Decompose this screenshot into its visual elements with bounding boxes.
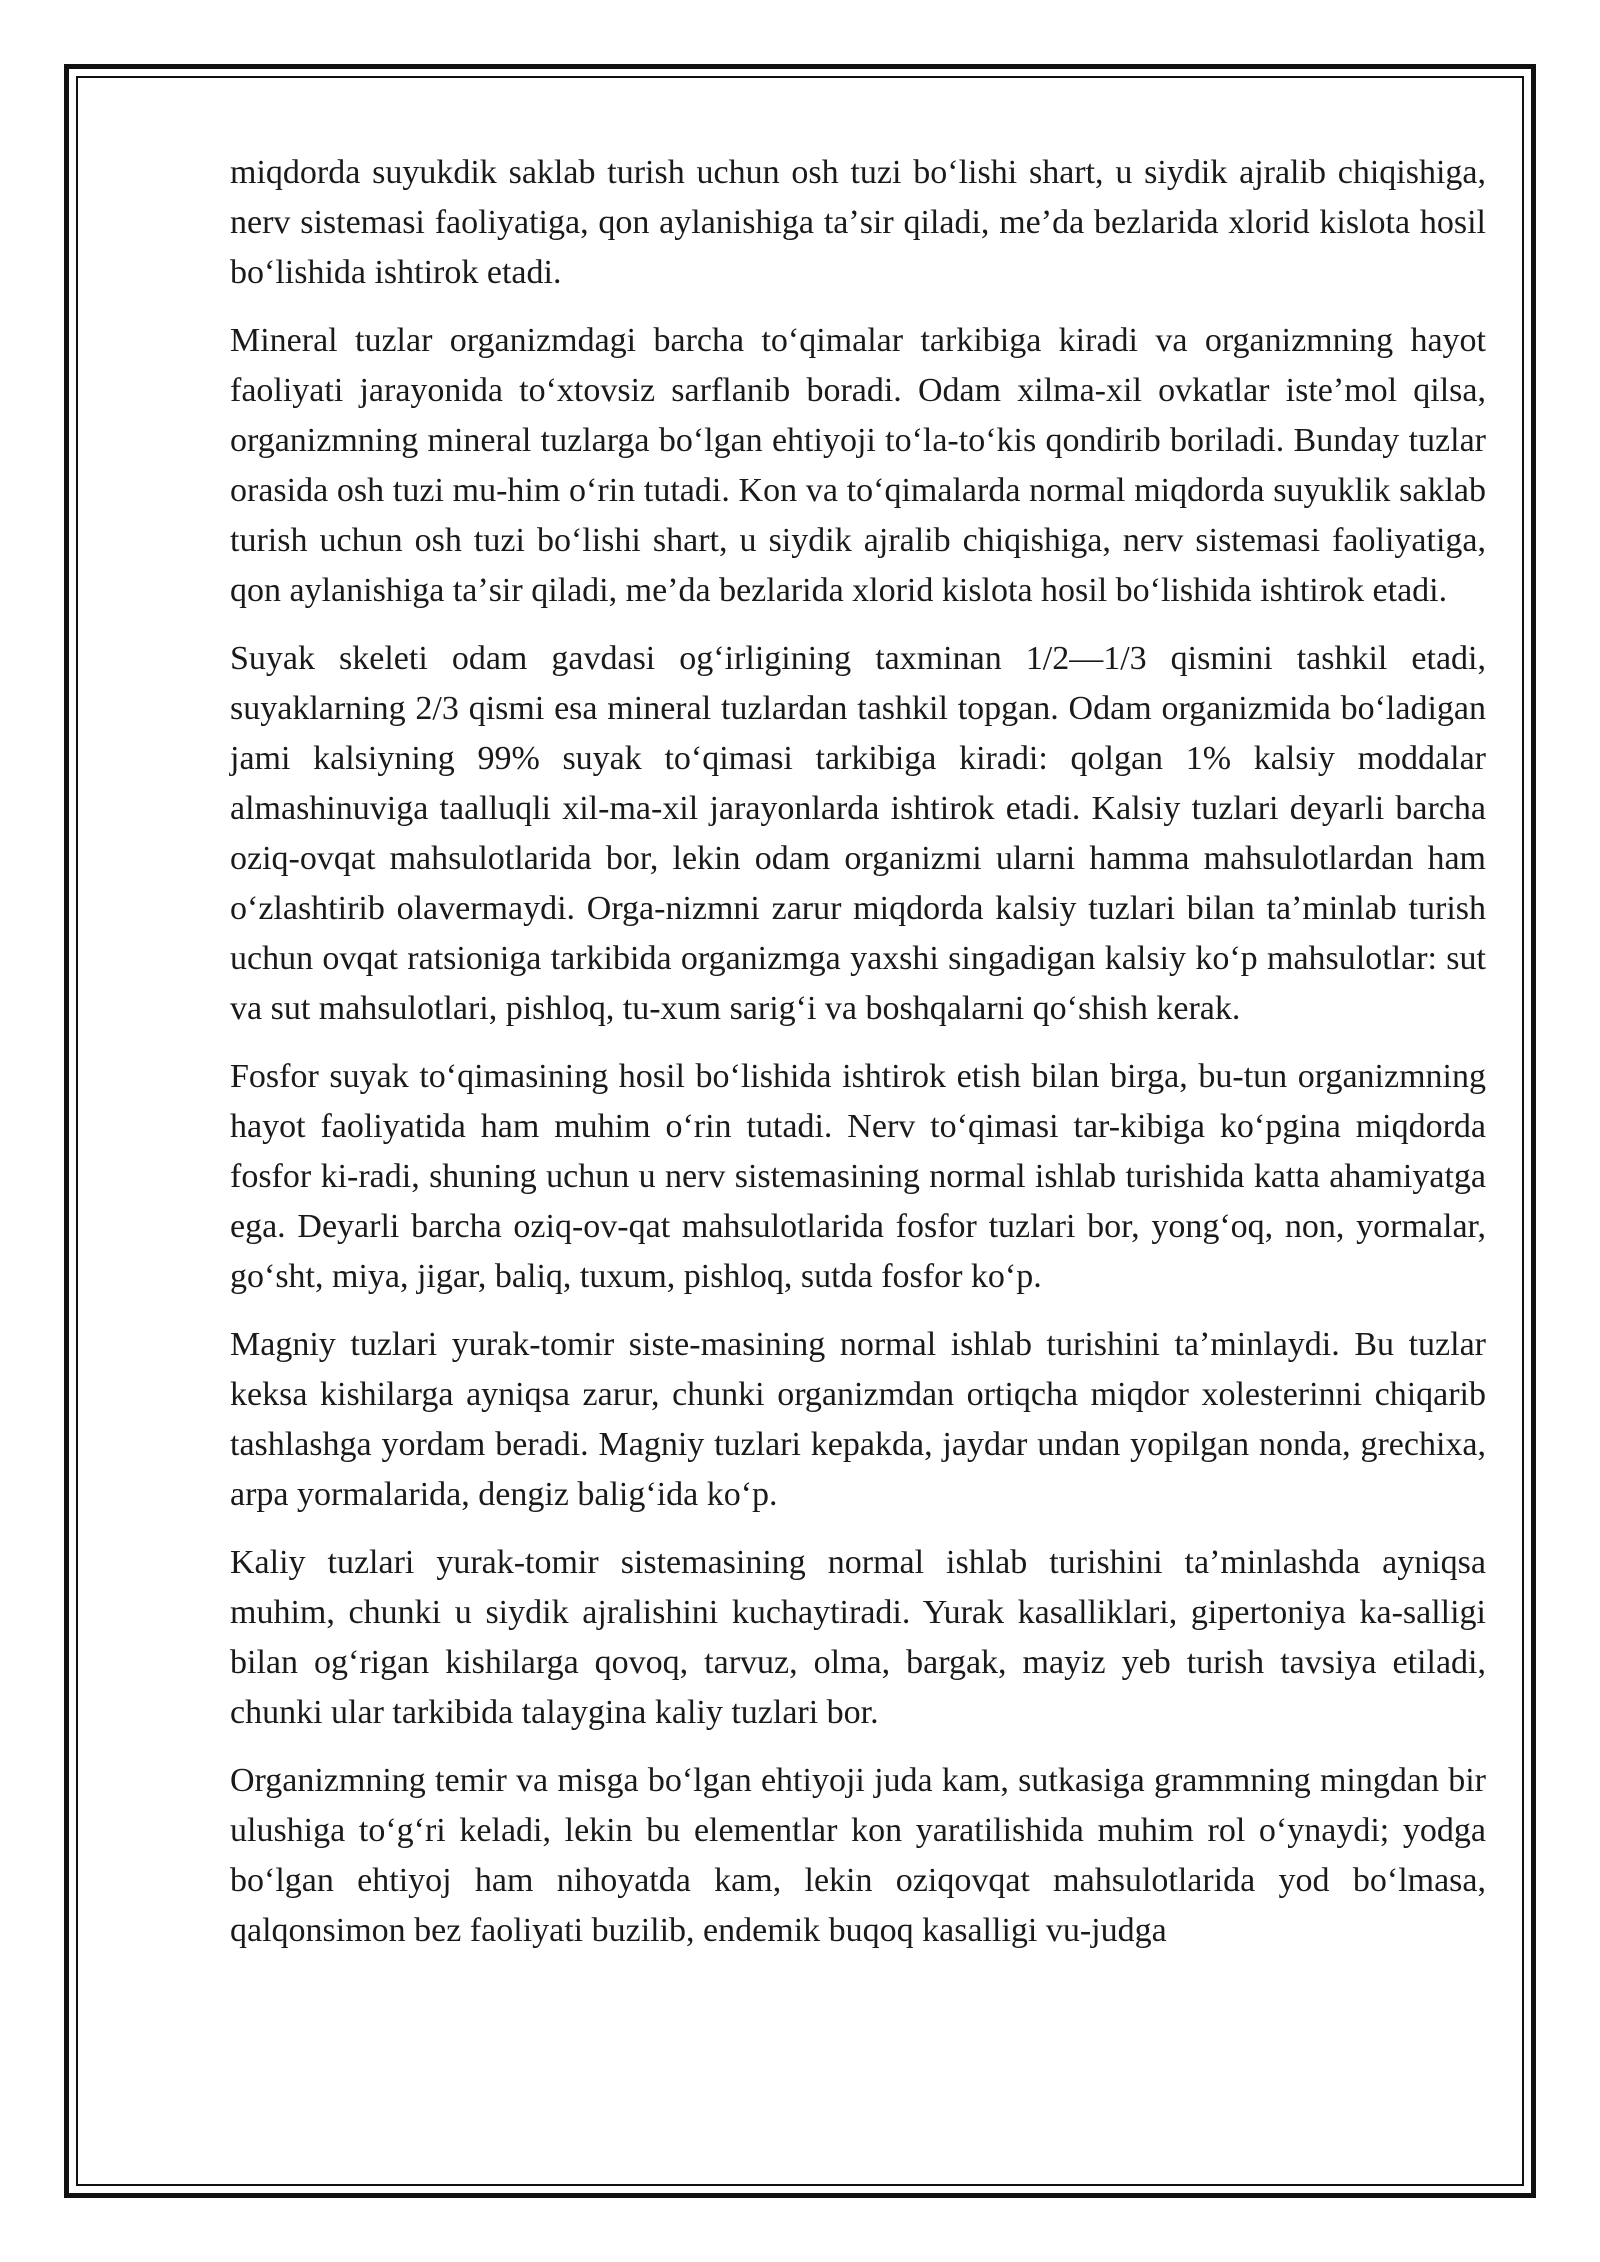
document-body	[230, 148, 1486, 1974]
paragraph-fosfor: Fosfor suyak toʻqimasining hosil boʻlishida ishtirok etish bilan birga, bu-tun organizmning hayot faoliyatida ham muhim oʻrin tutadi. Nerv toʻqimasi tar-kibiga koʻpgina miqdorda fosfor ki-radi, shuning uchun u nerv sistemasining normal ishlab turishida katta ahamiyatga ega. Deyarli barcha oziq-ov-qat mahsulotlarida fosfor tuzlari bor, yongʻoq, non, yormalar, goʻsht, miya, jigar, baliq, tuxum, pishloq, sutda fosfor koʻp.	[230, 1058, 1486, 1295]
paragraph-kaliy: Kaliy tuzlari yurak-tomir sistemasining normal ishlab turishini taʼminlashda ayniqsa muhim, chunki u siydik ajralishini kuchaytiradi. Yurak kasalliklari, gipertoniya ka-salligi bilan ogʻrigan kishilarga qovoq, tarvuz, olma, bargak, mayiz yeb turish tavsiya etiladi, chunki ular tarkibida talaygina kaliy tuzlari bor.	[230, 1544, 1486, 1731]
paragraph-magniy: Magniy tuzlari yurak-tomir siste-masining normal ishlab turishini taʼminlaydi. Bu tuzlar keksa kishilarga ayniqsa zarur, chunki organizmdan ortiqcha miqdor xolesterinni chiqarib tashlashga yordam beradi. Magniy tuzlari kepakda, jaydar undan yopilgan nonda, grechixa, arpa yormalarida, dengiz baligʻida koʻp.	[230, 1326, 1486, 1513]
paragraph-suyak-skeleti: Suyak skeleti odam gavdasi ogʻirligining taxminan 1/2—1/3 qismini tashkil etadi, suyaklarning 2/3 qismi esa mineral tuzlardan tashkil topgan. Odam organizmida boʻladigan jami kalsiyning 99% suyak toʻqimasi tarkibiga kiradi: qolgan 1% kalsiy moddalar almashinuviga taalluqli xil-ma-xil jarayonlarda ishtirok etadi. Kalsiy tuzlari deyarli barcha oziq-ovqat mahsulotlarida bor, lekin odam organizmi ularni hamma mahsulotlardan ham oʻzlashtirib olavermaydi. Orga-nizmni zarur miqdorda kalsiy tuzlari bilan taʼminlab turish uchun ovqat ratsioniga tarkibida organizmga yaxshi singadigan kalsiy koʻp mahsulotlar: sut va sut mahsulotlari, pishloq, tu-xum sarigʻi va boshqalarni qoʻshish kerak.	[230, 640, 1486, 1027]
paragraph-temir-mis-yod: Organizmning temir va misga boʻlgan ehtiyoji juda kam, sutkasiga grammning mingdan bir ulushiga toʻgʻri keladi, lekin bu elementlar kon yaratilishida muhim rol oʻynaydi; yodga boʻlgan ehtiyoj ham nihoyatda kam, lekin oziqovqat mahsulotlarida yod boʻlmasa, qalqonsimon bez faoliyati buzilib, endemik buqoq kasalligi vu-judga	[230, 1762, 1486, 1949]
paragraph-mineral-tuzlar: Mineral tuzlar organizmdagi barcha toʻqimalar tarkibiga kiradi va organizmning hayot faoliyati jarayonida toʻxtovsiz sarflanib boradi. Odam xilma-xil ovkatlar isteʼmol qilsa, organizmning mineral tuzlarga boʻlgan ehtiyoji toʻla-toʻkis qondirib boriladi. Bunday tuzlar orasida osh tuzi mu-him oʻrin tutadi. Kon va toʻqimalarda normal miqdorda suyuklik saklab turish uchun osh tuzi boʻlishi shart, u siydik ajralib chiqishiga, nerv sistemasi faoliyatiga, qon aylanishiga taʼsir qiladi, meʼda bezlarida xlorid kislota hosil boʻlishida ishtirok etadi.	[230, 322, 1486, 609]
paragraph-osh-tuzi-continued: miqdorda suyukdik saklab turish uchun osh tuzi boʻlishi shart, u siydik ajralib chiqishiga, nerv sistemasi faoliyatiga, qon aylanishiga taʼsir qiladi, meʼda bezlarida xlorid kislota hosil boʻlishida ishtirok etadi.	[230, 154, 1486, 291]
